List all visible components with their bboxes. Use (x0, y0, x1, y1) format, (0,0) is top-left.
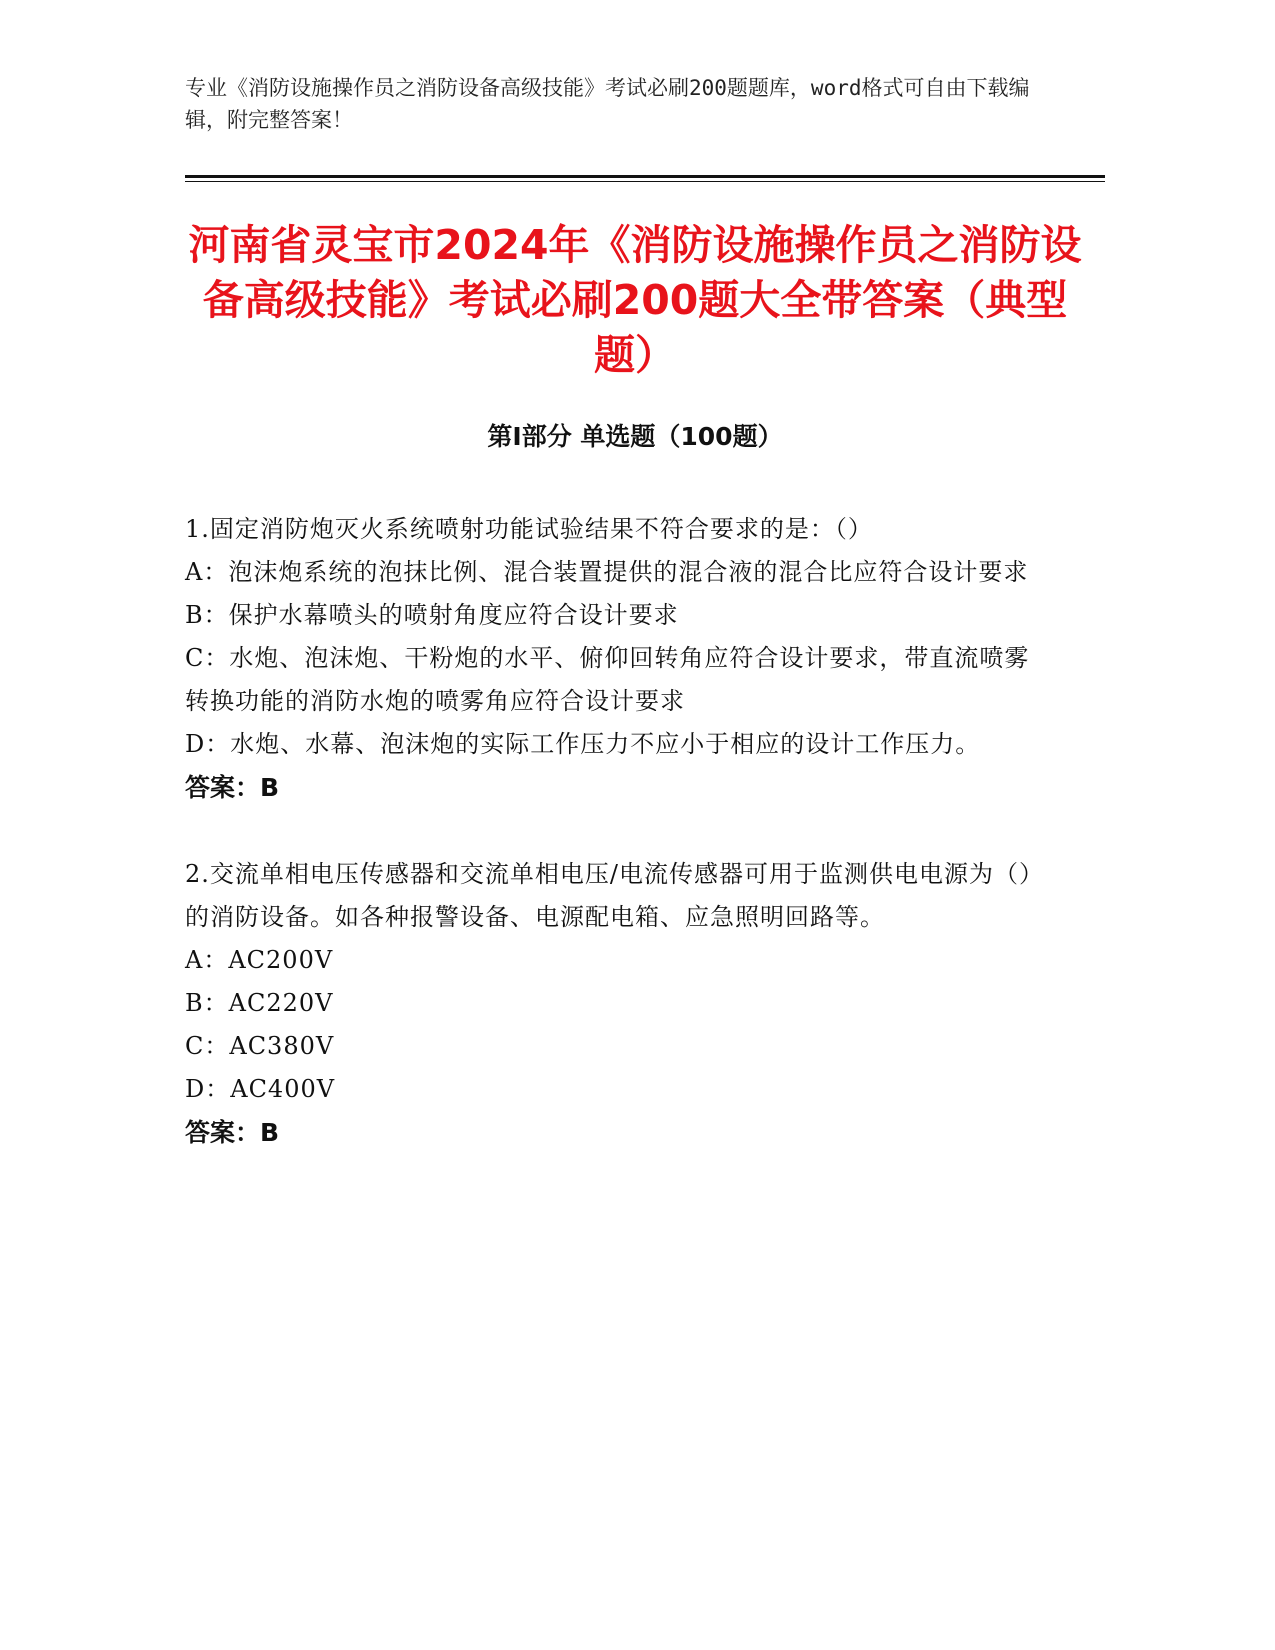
header-divider-thick (185, 175, 1105, 178)
option-d: D：AC400V (185, 1075, 336, 1103)
document-title: 河南省灵宝市2024年《消防设施操作员之消防设备高级技能》考试必刷200题大全带答案（典型题） (188, 221, 1082, 379)
answer-line: 答案：B (185, 773, 280, 802)
section-title: 第I部分 单选题（100题） (487, 422, 783, 451)
header-divider-thin (185, 181, 1105, 182)
header-note: 专业《消防设施操作员之消防设备高级技能》考试必刷200题题库，word格式可自由下载编辑，附完整答案！ (185, 76, 1030, 132)
option-a: A：泡沫炮系统的泡抹比例、混合装置提供的混合液的混合比应符合设计要求 (185, 558, 1029, 586)
option-a: A：AC200V (185, 946, 334, 974)
option-c: C：AC380V (185, 1032, 335, 1060)
answer-line: 答案：B (185, 1118, 280, 1147)
question-2 (185, 853, 1045, 1154)
question-1 (185, 508, 1045, 809)
question-stem: 1.固定消防炮灭火系统喷射功能试验结果不符合要求的是：（） (185, 515, 873, 543)
question-list (185, 508, 1045, 1198)
question-stem: 2.交流单相电压传感器和交流单相电压/电流传感器可用于监测供电电源为（）的消防设备。如各种报警设备、电源配电箱、应急照明回路等。 (185, 860, 1044, 931)
option-b: B：保护水幕喷头的喷射角度应符合设计要求 (185, 601, 679, 629)
option-d: D：水炮、水幕、泡沫炮的实际工作压力不应小于相应的设计工作压力。 (185, 730, 981, 758)
option-b: B：AC220V (185, 989, 334, 1017)
option-c: C：水炮、泡沫炮、干粉炮的水平、俯仰回转角应符合设计要求，带直流喷雾转换功能的消防水炮的喷雾角应符合设计要求 (185, 644, 1030, 715)
